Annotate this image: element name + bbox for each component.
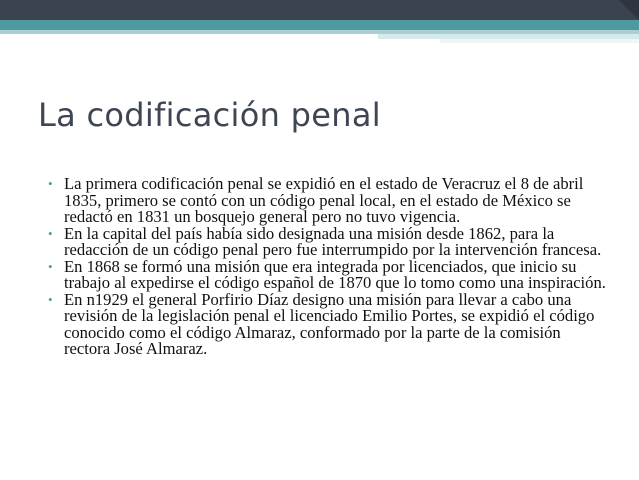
bullet-icon: • — [48, 258, 53, 274]
slide-title: La codificación penal — [38, 96, 381, 134]
bullet-icon: • — [48, 176, 53, 191]
header-band-stripe — [440, 39, 639, 43]
header-band — [0, 0, 639, 46]
header-band-dark — [0, 0, 639, 20]
list-item-text: En 1868 se formó una misión que era integrada por licenciados, que inicio su trabajo al expedirse el código español de 1870 que lo tomo como una inspiración. — [64, 256, 606, 292]
list-item — [46, 223, 606, 259]
bullet-list — [46, 176, 606, 358]
list-item — [46, 176, 606, 226]
list-item-text: La primera codificación penal se expidió en el estado de Veracruz el 8 de abril 1835, primero se contó con un código penal local, en el estado de México se redactó en 1831 un bosquejo general pero no tuvo vigencia. — [64, 174, 584, 226]
list-item-text: En n1929 el general Porfirio Díaz designo una misión para llevar a cabo una revisión de la legislación penal el licenciado Emilio Portes, se expidió el código conocido como el código Almaraz, conformado por la parte de la comisión rectora José Almaraz. — [64, 289, 595, 358]
list-item-text: En la capital del país había sido designada una misión desde 1862, para la redacción de un código penal pero fue interrumpido por la intervención francesa. — [64, 223, 602, 259]
bullet-icon: • — [48, 225, 53, 241]
header-band-teal — [0, 20, 639, 30]
header-band-corner — [619, 0, 639, 20]
bullet-icon: • — [48, 291, 53, 307]
list-item — [46, 289, 606, 358]
list-item — [46, 256, 606, 292]
